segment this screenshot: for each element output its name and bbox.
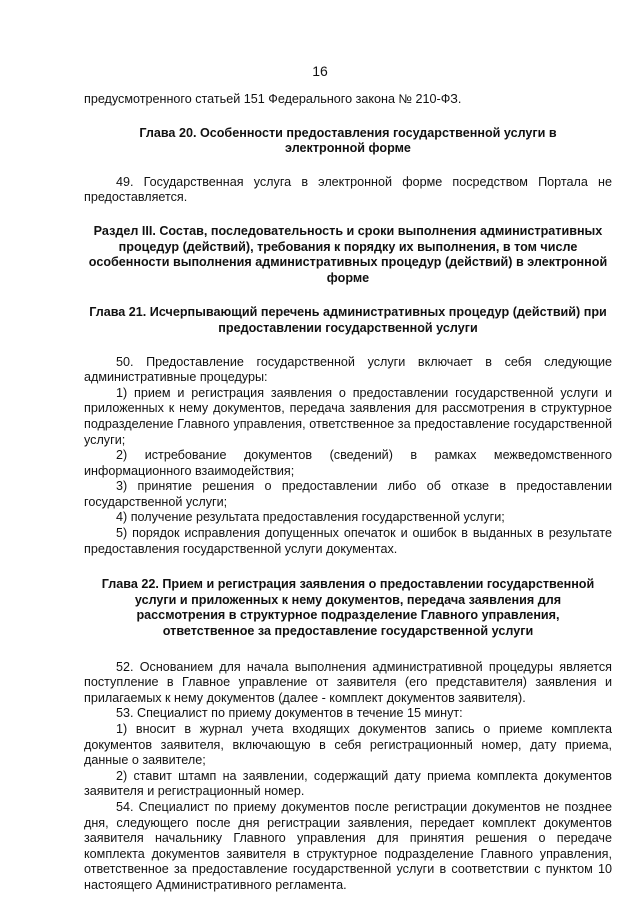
list-item-3: 3) принятие решения о предоставлении либо об отказе в предоставлении государственной услуги; [84,479,612,509]
paragraph-52: 52. Основанием для начала выполнения административной процедуры является поступление в Главное управление от заявителя (его представителя) заявления и прилагаемых к нему документов (далее - комплект документов заявителя). [84,659,612,705]
paragraph-54: 54. Специалист по приему документов после регистрации документов не позднее дня, следующего после дня регистрации заявления, передает комплект документов заявителя начальнику Главного управления для принятия решения о передаче комплекта документов заявителя в структурное подразделение Главного управления, ответственное за предоставление государственной услуги в соответствии с пунктом 10 настоящего Административного регламента. [84,799,612,892]
chapter-22-title: Глава 22. Прием и регистрация заявления о предоставлении государственной услуги и приложенных к нему документов, передача заявления для рассмотрения в структурное подразделение Главного управления, ответственное за предоставление государственной услуги [101,577,595,639]
list-item-2: 2) истребование документов (сведений) в рамках межведомственного информационного взаимодействия; [84,448,612,478]
page-content [84,92,612,894]
list-item-1: 1) прием и регистрация заявления о предоставлении государственной услуги и приложенных к нему документов, передача заявления для рассмотрения в структурное подразделение Главного управления, ответственное за предоставление государственной услуги; [84,385,612,447]
carry-over-text: предусмотренного статьей 151 Федерального закона № 210-ФЗ. [84,92,462,106]
page-number: 16 [312,63,328,79]
chapter-20-title: Глава 20. Особенности предоставления государственной услуги в электронной форме [139,125,557,156]
chapter-21-title: Глава 21. Исчерпывающий перечень административных процедур (действий) при предоставлении государственной услуги [89,305,607,335]
section-3-title: Раздел III. Состав, последовательность и сроки выполнения административных процедур (действий), требования к порядку их выполнения, в том числе особенности выполнения административных процедур (действий) в электронной форме [88,223,608,285]
list-item-4: 4) получение результата предоставления государственной услуги; [116,510,505,525]
paragraph-53-item-1: 1) вносит в журнал учета входящих документов запись о приеме комплекта документов заявителя, включающую в себя регистрационный номер, дату приема, данные о заявителе; [84,722,612,768]
list-item-5: 5) порядок исправления допущенных опечаток и ошибок в выданных в результате предоставления государственной услуги документах. [84,526,612,556]
paragraph-49: 49. Государственная услуга в электронной форме посредством Портала не предоставляется. [84,174,612,205]
paragraph-53: 53. Специалист по приему документов в течение 15 минут: [116,706,463,721]
paragraph-50: 50. Предоставление государственной услуги включает в себя следующие административные процедуры: [84,354,612,385]
paragraph-53-item-2: 2) ставит штамп на заявлении, содержащий дату приема комплекта документов заявителя и регистрационный номер. [84,768,612,799]
